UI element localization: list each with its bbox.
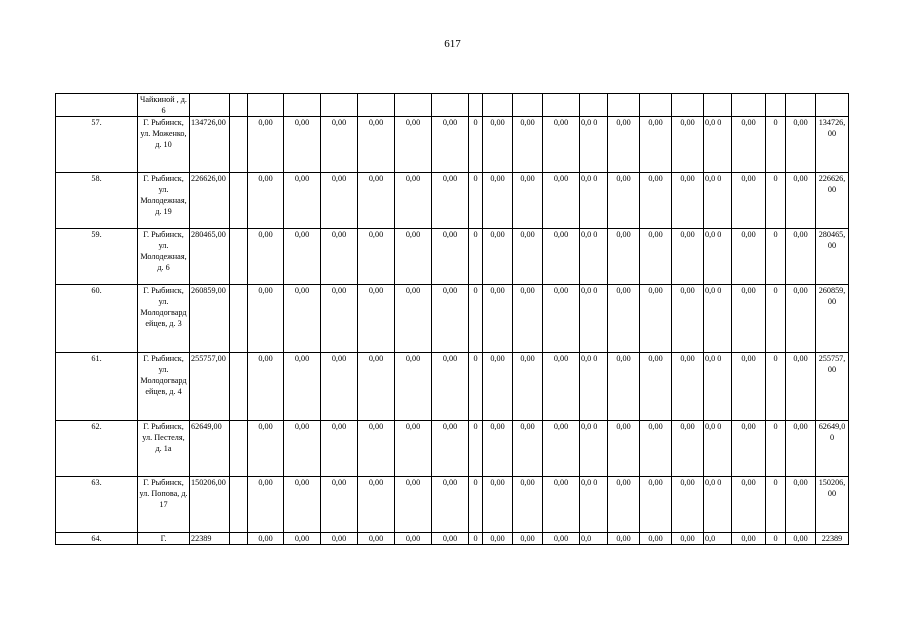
value-cell: 0,00 — [483, 533, 513, 545]
empty-cell — [230, 421, 248, 477]
value-cell: 0,00 — [483, 421, 513, 477]
value-cell — [786, 94, 816, 117]
empty-cell — [230, 229, 248, 285]
total-cell: 260859,00 — [816, 285, 849, 353]
value-cell: 0,00 — [732, 477, 766, 533]
total-cell: 62649,00 — [816, 421, 849, 477]
value-cell: 0,00 — [732, 285, 766, 353]
value-cell: 0,00 — [358, 353, 395, 421]
value-cell — [608, 94, 640, 117]
value-cell: 0,00 — [513, 477, 543, 533]
value-cell: 0,00 — [321, 353, 358, 421]
value-cell: 0,00 — [395, 477, 432, 533]
value-cell: 0,00 — [672, 173, 704, 229]
value-cell: 0,00 — [284, 229, 321, 285]
value-cell: 0,00 — [513, 421, 543, 477]
value-cell: 0,00 — [248, 477, 284, 533]
value-cell: 0 — [469, 285, 483, 353]
value-cell: 0,00 — [432, 117, 469, 173]
value-cell: 0,00 — [732, 229, 766, 285]
value-cell: 0,00 — [358, 421, 395, 477]
value-cell: 0 — [766, 117, 786, 173]
value-cell: 0,00 — [395, 421, 432, 477]
table-row — [56, 229, 849, 285]
value-cell: 0,0 0 — [580, 477, 608, 533]
row-number-cell: 63. — [56, 477, 138, 533]
value-cell: 0,00 — [358, 229, 395, 285]
amount-cell: 255757,00 — [190, 353, 230, 421]
value-cell: 0,00 — [786, 173, 816, 229]
value-cell: 0,00 — [321, 117, 358, 173]
value-cell: 0 — [766, 477, 786, 533]
value-cell: 0,00 — [284, 533, 321, 545]
address-cell: Г. Рыбинск, ул. Молодежная, д. 19 — [138, 173, 190, 229]
value-cell: 0,00 — [483, 285, 513, 353]
value-cell: 0 — [469, 533, 483, 545]
table-row — [56, 117, 849, 173]
value-cell: 0,00 — [513, 285, 543, 353]
table-row — [56, 173, 849, 229]
value-cell: 0,0 0 — [704, 477, 732, 533]
row-number-cell: 64. — [56, 533, 138, 545]
value-cell: 0,00 — [483, 229, 513, 285]
value-cell: 0,0 — [580, 533, 608, 545]
value-cell: 0 — [469, 173, 483, 229]
value-cell: 0,00 — [248, 117, 284, 173]
value-cell — [190, 94, 230, 117]
value-cell: 0,00 — [640, 173, 672, 229]
value-cell: 0,00 — [248, 533, 284, 545]
value-cell: 0,00 — [672, 477, 704, 533]
total-cell: 134726,00 — [816, 117, 849, 173]
value-cell: 0,00 — [672, 533, 704, 545]
value-cell: 0,00 — [543, 477, 580, 533]
row-number-cell: 58. — [56, 173, 138, 229]
value-cell: 0,00 — [432, 173, 469, 229]
value-cell: 0,00 — [395, 117, 432, 173]
value-cell: 0,00 — [483, 173, 513, 229]
value-cell: 0,00 — [321, 229, 358, 285]
value-cell: 0,00 — [321, 173, 358, 229]
value-cell: 0,00 — [640, 421, 672, 477]
value-cell: 0,00 — [672, 421, 704, 477]
amount-cell: 134726,00 — [190, 117, 230, 173]
address-cell: Г. Рыбинск, ул. Пестеля, д. 1а — [138, 421, 190, 477]
value-cell — [358, 94, 395, 117]
value-cell: 0,00 — [640, 477, 672, 533]
value-cell: 0,00 — [786, 117, 816, 173]
value-cell: 0,00 — [432, 285, 469, 353]
value-cell: 0,00 — [640, 353, 672, 421]
value-cell: 0,00 — [543, 421, 580, 477]
value-cell: 0,00 — [483, 477, 513, 533]
address-cell: Г. Рыбинск, ул. Моженко, д. 10 — [138, 117, 190, 173]
row-number-cell: 60. — [56, 285, 138, 353]
value-cell: 0,00 — [543, 285, 580, 353]
value-cell — [230, 94, 248, 117]
value-cell: 0 — [766, 353, 786, 421]
value-cell: 0,00 — [786, 353, 816, 421]
address-cell: Г. Рыбинск, ул. Попова, д. 17 — [138, 477, 190, 533]
value-cell — [704, 94, 732, 117]
value-cell — [483, 94, 513, 117]
total-cell: 255757,00 — [816, 353, 849, 421]
total-cell: 226626,00 — [816, 173, 849, 229]
value-cell: 0,00 — [395, 533, 432, 545]
value-cell — [672, 94, 704, 117]
row-number-cell — [56, 94, 138, 117]
value-cell — [432, 94, 469, 117]
value-cell: 0,00 — [672, 229, 704, 285]
value-cell: 0,00 — [358, 117, 395, 173]
empty-cell — [230, 477, 248, 533]
value-cell: 0,00 — [284, 285, 321, 353]
value-cell: 0 — [469, 229, 483, 285]
value-cell: 0,0 0 — [580, 285, 608, 353]
table-row — [56, 353, 849, 421]
page-number: 617 — [444, 38, 461, 50]
value-cell: 0,00 — [358, 477, 395, 533]
value-cell: 0,00 — [786, 229, 816, 285]
value-cell: 0,00 — [248, 285, 284, 353]
value-cell: 0,00 — [284, 353, 321, 421]
value-cell: 0,0 0 — [704, 285, 732, 353]
value-cell: 0,00 — [432, 229, 469, 285]
amount-cell: 22389 — [190, 533, 230, 545]
value-cell — [284, 94, 321, 117]
address-cell: Г. Рыбинск, ул. Молодогвардейцев, д. 4 — [138, 353, 190, 421]
total-cell: 280465,00 — [816, 229, 849, 285]
value-cell: 0 — [766, 421, 786, 477]
value-cell: 0 — [469, 421, 483, 477]
total-cell: 150206,00 — [816, 477, 849, 533]
address-cell: Г. — [138, 533, 190, 545]
value-cell: 0,00 — [284, 421, 321, 477]
empty-cell — [230, 285, 248, 353]
value-cell: 0,00 — [543, 533, 580, 545]
value-cell: 0,00 — [321, 533, 358, 545]
table-row — [56, 94, 849, 117]
table-row — [56, 477, 849, 533]
value-cell: 0,00 — [395, 229, 432, 285]
empty-cell — [230, 533, 248, 545]
value-cell — [513, 94, 543, 117]
value-cell — [732, 94, 766, 117]
value-cell: 0,00 — [732, 533, 766, 545]
table-row — [56, 421, 849, 477]
value-cell: 0,00 — [608, 421, 640, 477]
value-cell: 0,00 — [608, 117, 640, 173]
value-cell: 0,00 — [321, 421, 358, 477]
value-cell: 0,0 0 — [580, 353, 608, 421]
value-cell: 0,00 — [640, 533, 672, 545]
value-cell: 0,00 — [543, 117, 580, 173]
value-cell: 0,0 0 — [704, 421, 732, 477]
row-number-cell: 61. — [56, 353, 138, 421]
value-cell — [640, 94, 672, 117]
value-cell: 0,00 — [395, 173, 432, 229]
value-cell: 0,00 — [640, 117, 672, 173]
value-cell: 0,00 — [543, 173, 580, 229]
total-cell: 22389 — [816, 533, 849, 545]
value-cell: 0,00 — [395, 353, 432, 421]
value-cell: 0,0 0 — [580, 117, 608, 173]
address-cell: Г. Рыбинск, ул. Молодогвардейцев, д. 3 — [138, 285, 190, 353]
value-cell: 0,00 — [543, 229, 580, 285]
empty-cell — [230, 353, 248, 421]
table-row — [56, 533, 849, 545]
amount-cell: 150206,00 — [190, 477, 230, 533]
row-number-cell: 57. — [56, 117, 138, 173]
row-number-cell: 59. — [56, 229, 138, 285]
empty-cell — [230, 173, 248, 229]
value-cell — [580, 94, 608, 117]
value-cell — [766, 94, 786, 117]
value-cell: 0,00 — [513, 533, 543, 545]
value-cell: 0,00 — [321, 477, 358, 533]
register-table — [55, 93, 849, 545]
value-cell: 0,00 — [513, 229, 543, 285]
value-cell: 0 — [469, 117, 483, 173]
value-cell — [543, 94, 580, 117]
value-cell: 0,00 — [786, 285, 816, 353]
empty-cell — [230, 117, 248, 173]
value-cell: 0,00 — [786, 477, 816, 533]
value-cell: 0,0 0 — [704, 353, 732, 421]
value-cell: 0,00 — [248, 353, 284, 421]
amount-cell: 280465,00 — [190, 229, 230, 285]
value-cell: 0,00 — [543, 353, 580, 421]
table-row — [56, 285, 849, 353]
value-cell: 0,00 — [786, 533, 816, 545]
value-cell: 0,00 — [248, 173, 284, 229]
value-cell: 0,00 — [608, 353, 640, 421]
value-cell: 0,00 — [358, 533, 395, 545]
value-cell: 0,00 — [640, 285, 672, 353]
value-cell: 0,00 — [513, 117, 543, 173]
value-cell: 0,00 — [732, 421, 766, 477]
value-cell: 0,00 — [432, 421, 469, 477]
value-cell: 0,00 — [608, 285, 640, 353]
value-cell: 0,00 — [732, 173, 766, 229]
value-cell: 0,00 — [640, 229, 672, 285]
address-cell: Чайкиной , д. 6 — [138, 94, 190, 117]
value-cell: 0,00 — [432, 533, 469, 545]
value-cell — [816, 94, 849, 117]
value-cell: 0,0 — [704, 533, 732, 545]
value-cell: 0 — [766, 173, 786, 229]
value-cell: 0,00 — [358, 285, 395, 353]
value-cell: 0,00 — [672, 285, 704, 353]
value-cell: 0,00 — [513, 353, 543, 421]
value-cell: 0,00 — [732, 117, 766, 173]
value-cell: 0,00 — [395, 285, 432, 353]
value-cell — [248, 94, 284, 117]
value-cell: 0,00 — [432, 353, 469, 421]
value-cell: 0,00 — [608, 229, 640, 285]
value-cell: 0,00 — [483, 117, 513, 173]
value-cell: 0,00 — [483, 353, 513, 421]
value-cell: 0,0 0 — [580, 173, 608, 229]
value-cell: 0,00 — [608, 173, 640, 229]
value-cell — [469, 94, 483, 117]
value-cell: 0,00 — [321, 285, 358, 353]
value-cell: 0,00 — [608, 533, 640, 545]
amount-cell: 260859,00 — [190, 285, 230, 353]
value-cell: 0 — [469, 477, 483, 533]
value-cell: 0,00 — [513, 173, 543, 229]
value-cell: 0,00 — [284, 173, 321, 229]
value-cell: 0 — [766, 229, 786, 285]
value-cell: 0,0 0 — [704, 117, 732, 173]
value-cell: 0,0 0 — [704, 173, 732, 229]
value-cell: 0,00 — [248, 421, 284, 477]
value-cell: 0,00 — [284, 117, 321, 173]
value-cell: 0,00 — [672, 353, 704, 421]
value-cell: 0,00 — [732, 353, 766, 421]
value-cell: 0,00 — [284, 477, 321, 533]
value-cell: 0,00 — [248, 229, 284, 285]
value-cell: 0 — [766, 533, 786, 545]
amount-cell: 226626,00 — [190, 173, 230, 229]
amount-cell: 62649,00 — [190, 421, 230, 477]
value-cell: 0,00 — [608, 477, 640, 533]
value-cell: 0,00 — [672, 117, 704, 173]
value-cell: 0,00 — [786, 421, 816, 477]
row-number-cell: 62. — [56, 421, 138, 477]
value-cell: 0 — [766, 285, 786, 353]
value-cell — [321, 94, 358, 117]
value-cell: 0,00 — [358, 173, 395, 229]
value-cell: 0,00 — [432, 477, 469, 533]
value-cell: 0 — [469, 353, 483, 421]
value-cell: 0,0 0 — [704, 229, 732, 285]
address-cell: Г. Рыбинск, ул. Молодежная, д. 6 — [138, 229, 190, 285]
value-cell: 0,0 0 — [580, 229, 608, 285]
value-cell — [395, 94, 432, 117]
value-cell: 0,0 0 — [580, 421, 608, 477]
